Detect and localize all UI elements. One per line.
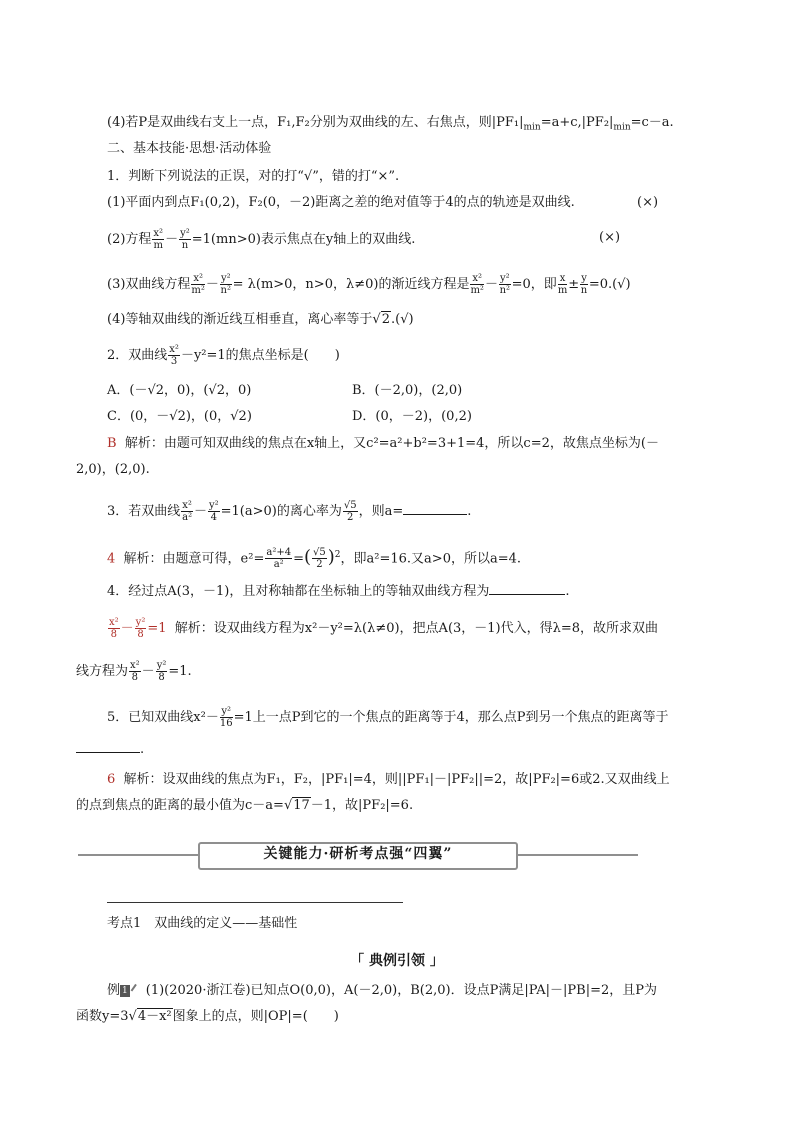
question-2-solution-cont: 2,0)，(2,0).: [76, 462, 150, 477]
question-5-blank: .: [76, 740, 734, 760]
question-4-solution-cont: 线方程为 $\frac{\text{x²}}{8}$ － $\frac{\text{y²}}{8}$ =1.: [76, 660, 192, 683]
question-1: 1．判断下列说法的正误，对的打“√”，错的打“×”.: [107, 169, 400, 184]
section-banner: [78, 840, 638, 870]
example-heading: 「 典例引领 」: [350, 953, 444, 969]
divider: [107, 902, 403, 903]
item-4-focal-distance: (4)若P是双曲线右支上一点，F₁,F₂分别为双曲线的左、右焦点，则$|PF_1|_{min}=a+c,|PF_2|_{min}=c-a$.: [107, 115, 674, 133]
option-d[interactable]: D．(0，－2)，(0,2): [352, 409, 472, 424]
question-2-options-ab: [107, 381, 734, 401]
pencil-icon: [130, 984, 143, 996]
answer-letter: B: [107, 436, 117, 451]
question-1-3: (3)双曲线方程 $\frac{\text{x²}}{\text{m²}}$ － $\frac{\text{y²}}{\text{n²}}$ = λ(m>0，n>0，λ≠0)的渐近线方程是 $\frac{\text{x²}}{\text{m²}}$ － $\frac{\text{y²}}{\text{n²}}$ =0，即 $\frac{x}{m}$ ± $\frac{y}{n}$ =0.(√): [107, 273, 631, 296]
question-3-solution: 4 解析：由题意可得，e²= $\frac{\text{a²+4}}{\text{a²}}$ =( $\frac{√5}{2}$ )$^2$，即a²=16.又a>0，所以a=4.: [107, 546, 522, 571]
option-a[interactable]: A．(－√2，0)，(√2，0): [107, 383, 252, 398]
option-b[interactable]: B．(－2,0)，(2,0): [352, 383, 463, 398]
question-1-1: (1)平面内到点F₁(0,2)，F₂(0，－2)距离之差的绝对值等于4的点的轨迹是双曲线. (×): [107, 195, 659, 210]
question-2: 2．双曲线 $\frac{\text{x²}}{3}$ －y²=1的焦点坐标是( ): [107, 344, 340, 367]
example-1-cont: 函数y=3√4－x²图象上的点，则|OP|=( ): [76, 1009, 339, 1024]
option-c[interactable]: C．(0，－√2)，(0，√2): [107, 409, 252, 424]
question-3: 3．若双曲线 $\frac{\text{x²}}{\text{a²}}$ － $\frac{\text{y²}}{4}$ =1(a>0)的离心率为 $\frac{√5}{2}$ ，则a= .: [107, 500, 472, 523]
question-4: 4．经过点A(3，－1)，且对称轴都在坐标轴上的等轴双曲线方程为 .: [107, 584, 570, 599]
question-2-options-cd: [107, 407, 734, 427]
answer-blank[interactable]: [76, 740, 140, 753]
example-1: 例 1 (1)(2020·浙江卷)已知点O(0,0)，A(－2,0)，B(2,0)．设点P满足|PA|－|PB|=2，且P为: [107, 983, 657, 998]
answer-blank[interactable]: [403, 502, 467, 515]
example-number-badge: 1: [122, 985, 128, 996]
question-4-solution: $\frac{\text{x²}}{8}$ － $\frac{\text{y²}}{8}$ =1 解析：设双曲线方程为x²－y²=λ(λ≠0)，把点A(3，－1)代入，得λ=8，故所求双曲: [109, 617, 659, 640]
question-1-2: (2)方程 $\frac{\text{x²}}{m}$ － $\frac{\text{y²}}{n}$ =1(mn>0)表示焦点在y轴上的双曲线. (×): [107, 228, 621, 251]
question-5-solution: 6 解析：设双曲线的焦点为F₁，F₂，|PF₁|=4，则||PF₁|－|PF₂||=2，故|PF₂|=6或2.又双曲线上: [107, 772, 670, 787]
question-1-4: (4)等轴双曲线的渐近线互相垂直，离心率等于√2.(√): [107, 312, 414, 327]
question-2-solution: B 解析：由题可知双曲线的焦点在x轴上，又c²=a²+b²=3+1=4，所以c=2，故焦点坐标为(－: [107, 436, 659, 451]
answer-blank[interactable]: [489, 582, 565, 595]
question-5: 5．已知双曲线x²－ $\frac{\text{y²}}{16}$ =1上一点P到它的一个焦点的距离等于4，那么点P到另一个焦点的距离等于: [107, 706, 669, 729]
topic-heading: 考点1 双曲线的定义——基础性: [107, 916, 298, 931]
question-5-solution-cont: 的点到焦点的距离的最小值为c－a=√17－1，故|PF₂|=6.: [76, 798, 414, 813]
banner-title: 关键能力·研析考点强“四翼”: [263, 846, 453, 862]
section-heading: 二、基本技能·思想·活动体验: [107, 141, 272, 156]
